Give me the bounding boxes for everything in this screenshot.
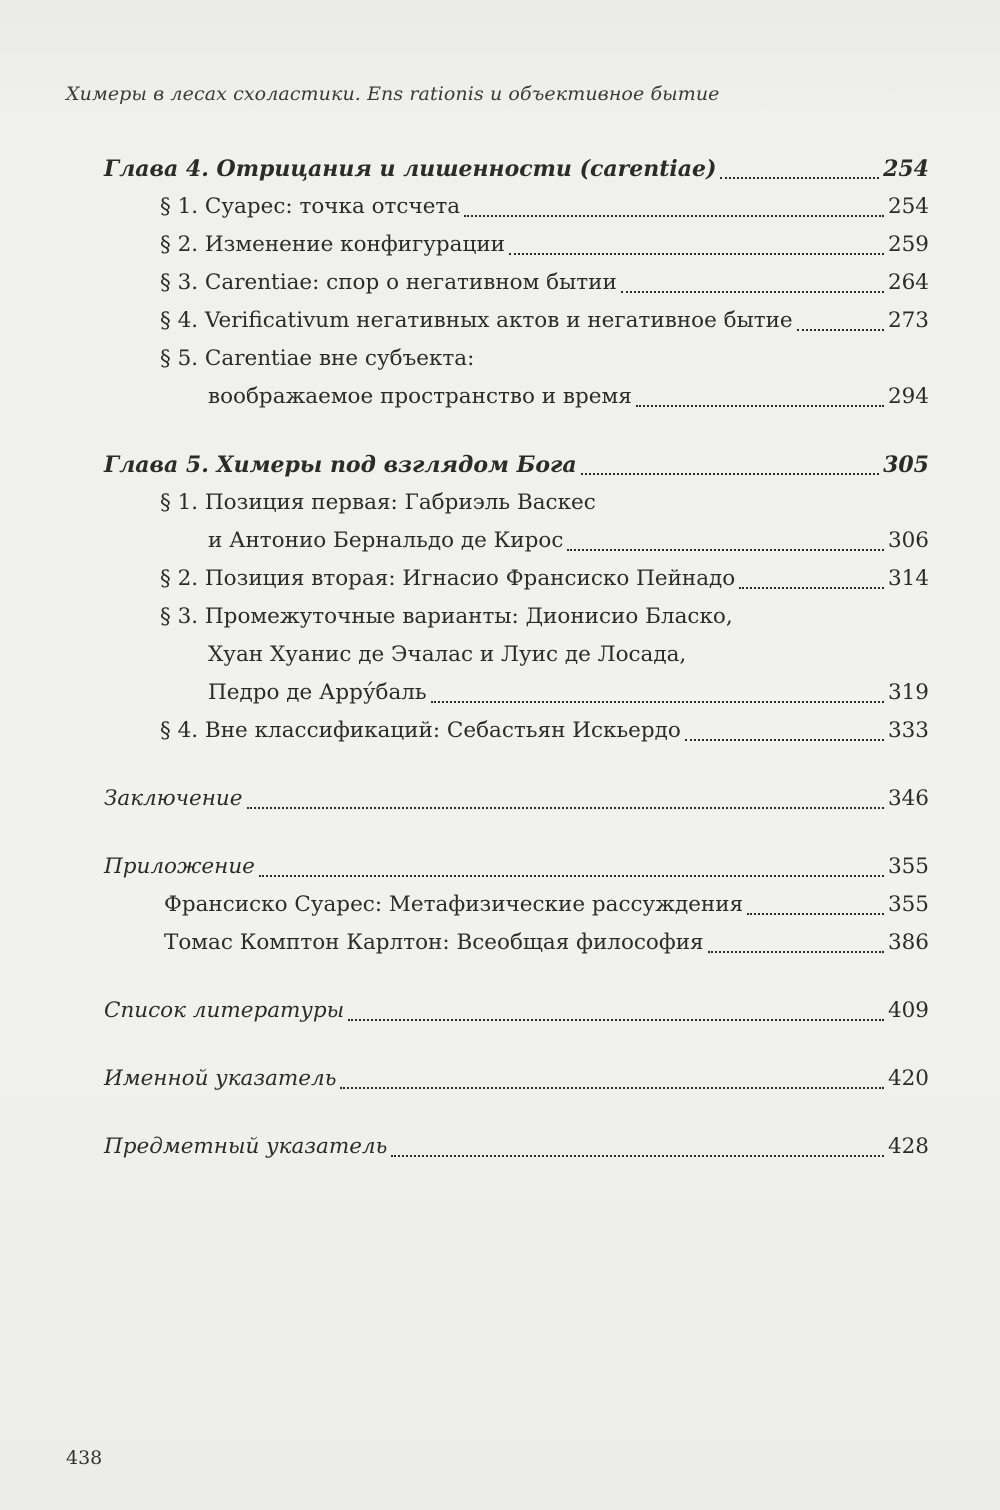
toc-section-title-line1[interactable]: § 1. Позиция первая: Габриэль Васкес [160, 490, 596, 515]
toc-appendix-item-page: 355 [887, 892, 929, 917]
toc-section-title-line1[interactable]: § 3. Промежуточные варианты: Дионисио Бласко, [160, 604, 733, 629]
toc-appendix-item-title: Томас Комптон Карлтон: Всеобщая философия [164, 930, 704, 955]
toc-chapter-4-title: Глава 4. Отрицания и лишенности (carentiae) [104, 156, 717, 182]
toc-section-title: § 2. Позиция вторая: Игнасио Франсиско Пейнадо [160, 566, 736, 591]
toc-section-page: 319 [887, 680, 929, 705]
toc-appendix-page: 355 [887, 854, 929, 879]
toc-conclusion-title: Заключение [104, 786, 243, 811]
toc-section-title: § 4. Вне классификаций: Себастьян Искьердо [160, 718, 681, 743]
toc-appendix-item-title: Франсиско Суарес: Метафизические рассуждения [164, 892, 744, 917]
toc-section-title-line2[interactable]: Хуан Хуанис де Эчалас и Луис де Лосада, [208, 642, 687, 667]
toc-appendix[interactable] [104, 848, 929, 886]
toc-section-title: § 1. Суарес: точка отсчета [160, 194, 461, 219]
toc-appendix-title: Приложение [104, 854, 255, 879]
dot-leader [348, 1019, 884, 1021]
toc-section[interactable] [104, 302, 929, 340]
toc-bibliography[interactable] [104, 992, 929, 1030]
toc-section[interactable] [104, 712, 929, 750]
toc-chapter-4[interactable] [104, 150, 929, 188]
dot-leader [259, 875, 884, 877]
toc-name-index-title: Именной указатель [104, 1066, 337, 1091]
dot-leader [708, 951, 884, 953]
running-title: Химеры в лесах схоластики. Ens rationis и объективное бытие [66, 83, 720, 105]
page-number: 438 [66, 1447, 103, 1469]
spacer [104, 416, 929, 446]
toc-conclusion[interactable] [104, 780, 929, 818]
toc-section-title: § 2. Изменение конфигурации [160, 232, 505, 257]
toc-subject-index[interactable] [104, 1128, 929, 1166]
toc-section-title: § 3. Carentiae: спор о негативном бытии [160, 270, 617, 295]
dot-leader [340, 1087, 884, 1089]
spacer [104, 1098, 929, 1128]
dot-leader [581, 473, 879, 475]
toc-section-title-line2: и Антонио Бернальдо де Кирос [208, 528, 564, 553]
toc-chapter-5-title: Глава 5. Химеры под взглядом Бога [104, 452, 577, 478]
dot-leader [247, 807, 884, 809]
toc-section-page: 254 [887, 194, 929, 219]
dot-leader [567, 549, 884, 551]
spacer [104, 1030, 929, 1060]
toc-chapter-5[interactable] [104, 446, 929, 484]
toc-section[interactable] [104, 264, 929, 302]
toc-chapter-5-page: 305 [883, 452, 929, 478]
toc-section[interactable] [104, 674, 929, 712]
dot-leader [464, 215, 884, 217]
toc-section[interactable] [104, 188, 929, 226]
spacer [104, 818, 929, 848]
dot-leader [391, 1155, 884, 1157]
toc-section-page: 259 [887, 232, 929, 257]
toc-bibliography-title: Список литературы [104, 998, 345, 1023]
toc-section-title-line1[interactable]: § 5. Carentiae вне субъекта: [160, 346, 475, 371]
toc-subject-index-title: Предметный указатель [104, 1134, 388, 1159]
toc-chapter-4-page: 254 [883, 156, 929, 182]
toc-section[interactable] [104, 560, 929, 598]
spacer [104, 750, 929, 780]
toc-name-index[interactable] [104, 1060, 929, 1098]
toc-section-page: 294 [887, 384, 929, 409]
spacer [104, 962, 929, 992]
toc-section-page: 314 [887, 566, 929, 591]
dot-leader [720, 177, 879, 179]
toc-section-title: § 4. Verificativum негативных актов и негативное бытие [160, 308, 793, 333]
dot-leader [509, 253, 884, 255]
toc-section-title-line2: воображаемое пространство и время [208, 384, 632, 409]
toc-section[interactable] [104, 226, 929, 264]
toc-name-index-page: 420 [887, 1066, 929, 1091]
dot-leader [797, 329, 884, 331]
toc-conclusion-page: 346 [887, 786, 929, 811]
dot-leader [431, 701, 884, 703]
toc-appendix-item-page: 386 [887, 930, 929, 955]
toc-section-page: 306 [887, 528, 929, 553]
dot-leader [636, 405, 884, 407]
toc-appendix-item[interactable] [104, 886, 929, 924]
toc-section-page: 333 [887, 718, 929, 743]
toc-bibliography-page: 409 [887, 998, 929, 1023]
toc-subject-index-page: 428 [887, 1134, 929, 1159]
toc-section-page: 273 [887, 308, 929, 333]
toc-section-page: 264 [887, 270, 929, 295]
dot-leader [747, 913, 884, 915]
toc-appendix-item[interactable] [104, 924, 929, 962]
table-of-contents [104, 150, 929, 1166]
dot-leader [685, 739, 884, 741]
toc-section[interactable] [104, 522, 929, 560]
toc-section[interactable] [104, 378, 929, 416]
toc-section-title-line3: Педро де Арру́баль [208, 680, 427, 705]
dot-leader [621, 291, 884, 293]
dot-leader [739, 587, 884, 589]
